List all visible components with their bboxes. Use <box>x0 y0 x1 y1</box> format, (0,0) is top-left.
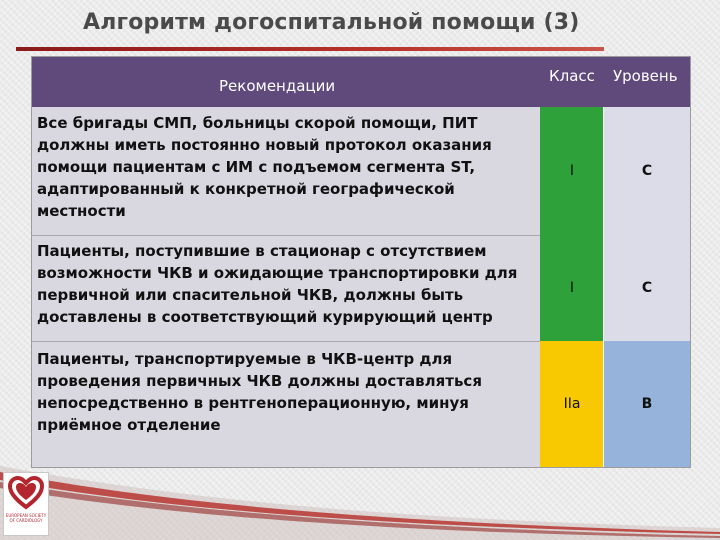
column-divider <box>603 107 604 467</box>
row-3-level-cell <box>604 341 690 467</box>
row-1-class-cell <box>540 107 604 235</box>
row-1-level-cell <box>604 107 690 235</box>
row-3-class-cell <box>540 341 604 467</box>
recommendations-table <box>31 56 691 468</box>
row-3-class: IIa <box>563 396 581 412</box>
row-divider-1 <box>32 235 540 236</box>
row-1-line-1: Все бригады СМП, больницы скорой помощи, ПИТ <box>37 114 478 132</box>
row-3-level: B <box>641 396 653 412</box>
row-3-line-1: Пациенты, транспортируемые в ЧКВ-центр для <box>37 350 453 368</box>
logo-text: EUROPEAN SOCIETY OF CARDIOLOGY <box>5 513 47 523</box>
row-1-line-4: адаптированный к конкретной географической <box>37 180 455 198</box>
table-row-3-text <box>32 341 540 467</box>
row-2-level: C <box>641 280 653 296</box>
header-class-cell <box>540 57 604 107</box>
header-class-label: Класс <box>549 67 595 85</box>
slide-title: Алгоритм догоспитальной помощи (3) <box>83 10 580 35</box>
row-1-line-3: помощи пациентам с ИМ с подъемом сегмента ST, <box>37 158 476 176</box>
header-level-cell <box>604 57 690 107</box>
row-2-level-cell <box>604 235 690 341</box>
row-2-class: I <box>569 280 575 296</box>
row-1-line-5: местности <box>37 202 126 220</box>
row-2-line-1: Пациенты, поступившие в стационар с отсутствием <box>37 242 487 260</box>
row-3-line-3: непосредственно в рентгеноперационную, минуя <box>37 394 469 412</box>
decorative-ribbon <box>0 458 720 540</box>
heart-logo-icon <box>4 473 48 513</box>
table-row-1-text <box>32 107 540 235</box>
row-1-level: C <box>641 163 653 179</box>
table-row-2-text <box>32 235 540 341</box>
header-recommendations-label: Рекомендации <box>219 77 336 95</box>
row-2-line-4: доставлены в соответствующий курирующий центр <box>37 308 493 326</box>
esc-logo <box>3 472 49 536</box>
row-divider-2 <box>32 341 540 342</box>
row-3-line-4: приёмное отделение <box>37 416 221 434</box>
row-2-class-cell <box>540 235 604 341</box>
header-level-label: Уровень <box>613 67 678 85</box>
header-recommendations-cell <box>32 57 540 107</box>
row-1-class: I <box>569 163 575 179</box>
row-2-line-2: возможности ЧКВ и ожидающие транспортировки для <box>37 264 518 282</box>
row-2-line-3: первичной или спасительной ЧКВ, должны быть <box>37 286 464 304</box>
row-1-line-2: должны иметь постоянно новый протокол оказания <box>37 136 492 154</box>
title-underline <box>16 47 604 51</box>
row-3-line-2: проведения первичных ЧКВ должны доставляться <box>37 372 482 390</box>
